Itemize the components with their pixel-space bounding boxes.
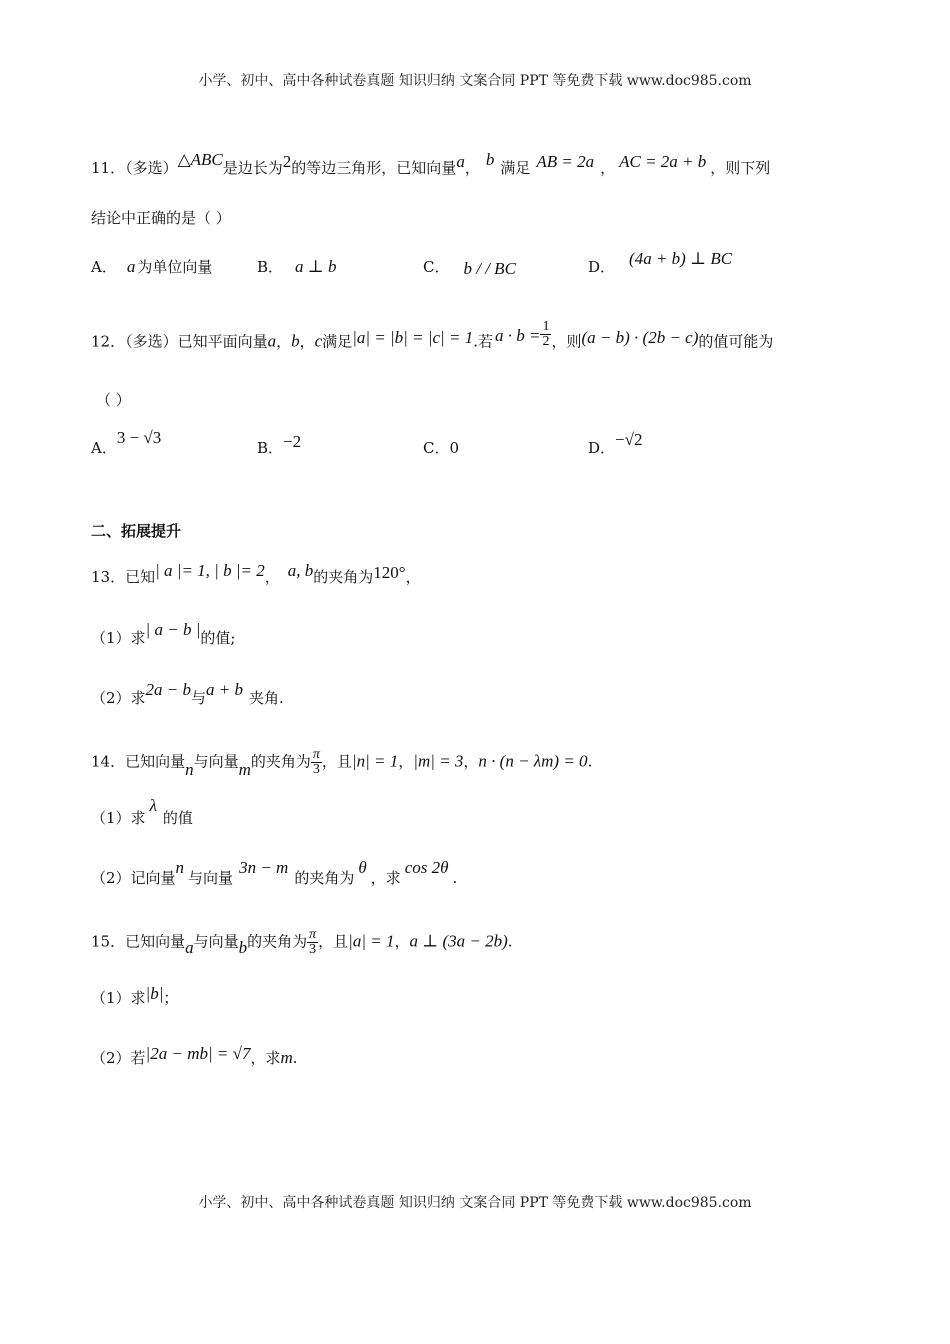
- q14-text: 与向量: [193, 752, 239, 771]
- q15-cond2: a ⊥ (3a − 2b): [409, 931, 508, 951]
- q11-eq1: AB = 2a: [536, 152, 595, 171]
- q11-number: 11．（多选）: [91, 159, 178, 177]
- q11-option-c: [423, 257, 516, 277]
- frac-numerator: 1: [542, 319, 550, 334]
- q12-text: ，: [276, 332, 292, 351]
- q14-text: ，: [398, 752, 414, 771]
- q12-dot: a · b =: [494, 325, 541, 345]
- option-label: A．: [91, 258, 117, 276]
- option-label: B．: [257, 258, 284, 276]
- q14-text: 的夹角为: [250, 752, 311, 771]
- q11-text: 的等边三角形，已知向量: [291, 159, 457, 177]
- q12-vec-c: c: [314, 331, 323, 351]
- frac-numerator: π: [309, 927, 317, 942]
- part-label: （1）求: [91, 989, 146, 1007]
- q14-theta: θ: [358, 858, 367, 877]
- q14-text: ，且: [321, 752, 352, 771]
- q14-part2: [91, 858, 458, 888]
- q14-cond3: n · (n − λm) = 0: [478, 751, 588, 771]
- q12-expression: (a − b) · (2b − c): [581, 327, 699, 347]
- q12-text: 的值可能为: [698, 332, 774, 351]
- option-label: A．: [91, 439, 117, 457]
- q11-side: 2: [282, 152, 292, 171]
- q11-vec-a: a: [456, 152, 465, 171]
- q12-a-expr: 3 − √3: [116, 428, 162, 447]
- option-label: C．: [423, 439, 450, 457]
- q13-condition: | a |= 1, | b |= 2: [155, 561, 265, 580]
- q15-p2-text: .: [292, 1049, 298, 1067]
- q14-p2-text: .: [452, 869, 458, 887]
- q11-c-expr: b / / BC: [463, 259, 516, 278]
- q12-paren: （ ）: [96, 391, 131, 409]
- q11-option-a: [91, 257, 212, 277]
- q11-text: 满足: [500, 159, 531, 177]
- q12-vec-a: a: [267, 331, 277, 351]
- q14-cond2: |m| = 3: [413, 751, 464, 771]
- q15-text: .: [507, 932, 513, 951]
- q13-text: ，: [405, 568, 421, 586]
- q11-a-var: a: [126, 257, 136, 276]
- q11-text: 是边长为: [222, 159, 283, 177]
- q14-text: ，: [463, 752, 479, 771]
- q14-text: .: [587, 752, 593, 771]
- q11-text: ，: [600, 159, 616, 177]
- q12-number: 12．（多选）已知平面向量: [91, 332, 268, 351]
- q13-text: 的夹角为: [313, 568, 374, 586]
- q11-line2: 结论中正确的是（ ）: [91, 209, 231, 227]
- q15-part2: [91, 1044, 298, 1068]
- q13-p1-expr: | a − b |: [145, 620, 201, 639]
- q15-number: 15．已知向量: [91, 932, 186, 951]
- q15-pi-fraction: [307, 928, 318, 957]
- q11-a-text: 为单位向量: [137, 258, 213, 276]
- part-label: （2）若: [91, 1049, 146, 1067]
- q11-triangle: △ABC: [177, 150, 223, 169]
- q12-text: ，: [299, 332, 315, 351]
- q15-text: 的夹角为: [247, 932, 308, 951]
- q14-number: 14．已知向量: [91, 752, 186, 771]
- q15-vec-a: a: [185, 937, 194, 957]
- q14-p2-text: 与向量: [188, 869, 234, 887]
- q15-p2-expr: |2a − mb| = √7: [145, 1044, 251, 1063]
- option-label: D．: [588, 258, 616, 276]
- frac-numerator: π: [312, 747, 320, 762]
- q15-text: ，: [394, 932, 410, 951]
- q15-m: m: [280, 1048, 293, 1067]
- q15-p2-text: ，求: [250, 1049, 281, 1067]
- q14-p2-expr: 3n − m: [239, 858, 289, 877]
- q11-b-expr: a ⊥ b: [295, 257, 337, 276]
- frac-denominator: 3: [309, 942, 317, 957]
- q15-p1-text: ；: [163, 989, 179, 1007]
- q13-part1: [91, 620, 236, 648]
- q14-vec-n: n: [185, 759, 194, 779]
- option-label: C．: [423, 258, 450, 276]
- q12-abs-condition: |a| = |b| = |c| = 1: [352, 327, 474, 347]
- q12-text: .若: [473, 332, 493, 351]
- q15-text: ，且: [318, 932, 349, 951]
- q15-cond1: |a| = 1: [348, 931, 395, 951]
- q11-line1: [91, 150, 771, 178]
- q14-pi-fraction: [311, 748, 322, 777]
- q13-line1: [91, 561, 421, 587]
- q13-p2-text: 与: [191, 689, 207, 707]
- q11-vec-b: b: [485, 150, 495, 169]
- q13-angle: 120°: [373, 563, 406, 582]
- q13-text: ，: [264, 568, 280, 586]
- q12-b-expr: −2: [283, 432, 302, 451]
- q13-p2-text: 夹角.: [249, 689, 284, 707]
- q13-part2: [91, 680, 284, 708]
- q14-part1: [91, 796, 193, 828]
- q12-option-a: [91, 428, 162, 458]
- q15-part1: [91, 984, 179, 1008]
- q11-option-b: [257, 257, 337, 277]
- q12-text: ，则: [551, 332, 582, 351]
- q14-cond1: |n| = 1: [351, 751, 399, 771]
- q13-p2-expr2: a + b: [206, 680, 244, 699]
- q15-vec-b: b: [238, 937, 248, 957]
- frac-denominator: 3: [312, 762, 320, 777]
- q11-text: ，则下列: [710, 159, 771, 177]
- q12-option-d: [588, 430, 643, 458]
- q14-line1: [91, 748, 592, 777]
- q14-p2-text: ，求: [370, 869, 401, 887]
- q12-option-b: [257, 432, 302, 458]
- part-label: （2）记向量: [91, 869, 176, 887]
- q13-p2-expr1: 2a − b: [145, 680, 192, 699]
- q14-lambda: λ: [149, 796, 157, 815]
- q11-option-d: [588, 249, 733, 277]
- q12-option-c: [423, 438, 459, 458]
- q14-p2-n: n: [175, 858, 185, 877]
- q12-text: 满足: [322, 332, 353, 351]
- option-label: B．: [257, 439, 284, 457]
- q15-p1-expr: |b|: [145, 984, 164, 1003]
- q15-text: 与向量: [193, 932, 239, 951]
- part-label: （1）求: [91, 809, 146, 827]
- q12-d-expr: −√2: [615, 430, 643, 449]
- q14-p2-text: 的夹角为: [294, 869, 355, 887]
- q13-ab: a, b: [287, 561, 314, 580]
- q11-text: ，: [464, 159, 480, 177]
- q13-p1-text: 的值;: [200, 629, 236, 647]
- q12-line1: [91, 319, 774, 357]
- q12-vec-b: b: [291, 331, 300, 351]
- q12-c-expr: 0: [449, 439, 460, 457]
- q14-p1-text: 的值: [162, 809, 193, 827]
- q13-number: 13．已知: [91, 568, 156, 586]
- q11-d-expr: (4a + b) ⊥ BC: [629, 249, 733, 268]
- q12-fraction: [540, 320, 551, 349]
- page-header: 小学、初中、高中各种试卷真题 知识归纳 文案合同 PPT 等免费下载 www.doc985.com: [198, 73, 752, 89]
- q14-cos: cos 2θ: [404, 858, 449, 877]
- q15-line1: [91, 928, 513, 957]
- section-title: 二、拓展提升: [91, 522, 182, 540]
- option-label: D．: [588, 439, 616, 457]
- frac-denominator: 2: [542, 334, 550, 349]
- page-footer: 小学、初中、高中各种试卷真题 知识归纳 文案合同 PPT 等免费下载 www.doc985.com: [198, 1195, 752, 1211]
- part-label: （2）求: [91, 689, 146, 707]
- q11-eq2: AC = 2a + b: [619, 152, 707, 171]
- q14-vec-m: m: [238, 759, 251, 779]
- part-label: （1）求: [91, 629, 146, 647]
